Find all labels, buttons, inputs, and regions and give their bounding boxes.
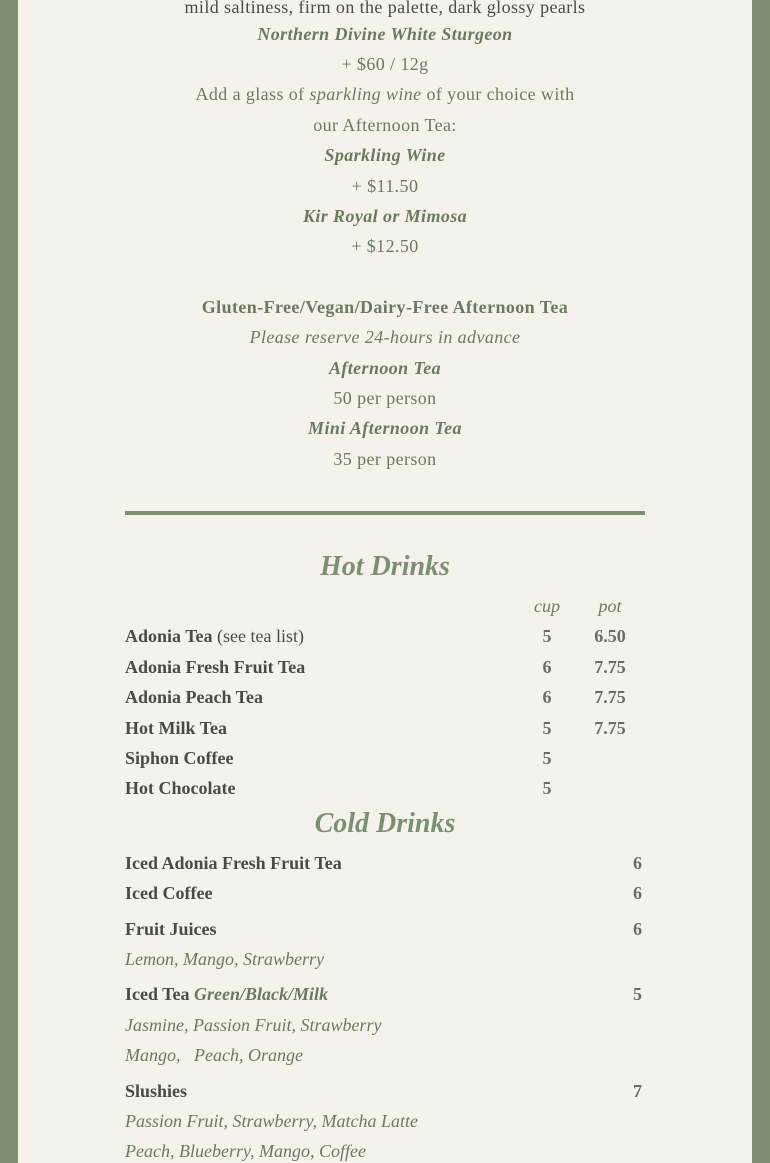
hot-item-name: Adonia Fresh Fruit Tea	[125, 657, 306, 677]
cold-item-price: 7	[633, 1081, 642, 1101]
cold-item-name: Iced Coffee	[125, 883, 213, 903]
hot-item-pot-price: 7.75	[594, 718, 626, 738]
gf-note: Please reserve 24-hours in advance	[249, 327, 521, 347]
section-divider	[125, 511, 645, 515]
hot-item-name	[125, 625, 304, 647]
hot-item-pot-price: 7.75	[594, 687, 626, 707]
cold-item-inline-note: Green/Black/Milk	[194, 984, 329, 1004]
cold-item-name: Slushies	[125, 1081, 188, 1101]
cold-item-flavors: Peach, Blueberry, Mango, Coffee	[125, 1141, 366, 1161]
wine-offer-em: sparkling wine	[309, 84, 422, 104]
hot-item-cup-price: 5	[542, 718, 552, 738]
kir-royal-name: Kir Royal or Mimosa	[302, 206, 468, 226]
gf-afternoon-tea-price: 50 per person	[333, 388, 437, 408]
hot-item-cup-price: 6	[542, 687, 552, 707]
hot-item-name: Hot Chocolate	[125, 778, 236, 798]
cold-item-name: Iced Adonia Fresh Fruit Tea	[125, 853, 342, 873]
hot-item-note: (see tea list)	[217, 626, 305, 646]
wine-offer-line	[0, 83, 770, 105]
caviar-price: + $60 / 12g	[341, 54, 429, 74]
caviar-name: Northern Divine White Sturgeon	[257, 24, 513, 44]
cold-item-flavors: Jasmine, Passion Fruit, Strawberry	[125, 1015, 382, 1035]
hot-item-label: Adonia Tea	[125, 626, 213, 646]
cold-item-price: 6	[633, 883, 642, 903]
cold-item-flavors: Mango, Peach, Orange	[125, 1045, 303, 1065]
wine-offer-line2: our Afternoon Tea:	[313, 115, 457, 135]
hot-item-name: Siphon Coffee	[125, 748, 234, 768]
hot-item-name: Adonia Peach Tea	[125, 687, 264, 707]
hot-item-cup-price: 5	[542, 778, 552, 798]
hot-item-cup-price: 5	[542, 748, 552, 768]
cold-item-name: Fruit Juices	[125, 919, 217, 939]
hot-item-cup-price: 5	[542, 626, 552, 646]
cold-item-flavors: Passion Fruit, Strawberry, Matcha Latte	[125, 1111, 419, 1131]
hot-drinks-heading: Hot Drinks	[320, 551, 450, 582]
wine-offer-post: of your choice with	[421, 84, 575, 104]
hot-item-pot-price: 7.75	[594, 657, 626, 677]
sparkling-wine-price: + $11.50	[351, 176, 419, 196]
cold-item-label: Iced Tea	[125, 984, 190, 1004]
pot-column-header: pot	[598, 596, 622, 616]
wine-offer-pre: Add a glass of	[195, 84, 310, 104]
hot-item-cup-price: 6	[542, 657, 552, 677]
kir-royal-price: + $12.50	[351, 236, 419, 256]
gf-mini-tea-name: Mini Afternoon Tea	[308, 418, 462, 438]
cold-item-price: 6	[633, 853, 642, 873]
hot-item-pot-price: 6.50	[594, 626, 626, 646]
caviar-description: mild saltiness, firm on the palette, dark glossy pearls	[184, 0, 586, 17]
cup-column-header: cup	[534, 596, 560, 616]
hot-item-name: Hot Milk Tea	[125, 718, 228, 738]
cold-item-price: 6	[633, 919, 642, 939]
sparkling-wine-name: Sparkling Wine	[324, 145, 446, 165]
cold-item-price: 5	[633, 984, 642, 1004]
gf-title: Gluten-Free/Vegan/Dairy-Free Afternoon Tea	[201, 297, 569, 317]
cold-item-name	[125, 983, 328, 1005]
cold-drinks-heading: Cold Drinks	[314, 808, 456, 839]
gf-afternoon-tea-name: Afternoon Tea	[328, 358, 442, 378]
gf-mini-tea-price: 35 per person	[333, 449, 437, 469]
cold-item-flavors: Lemon, Mango, Strawberry	[125, 949, 324, 969]
